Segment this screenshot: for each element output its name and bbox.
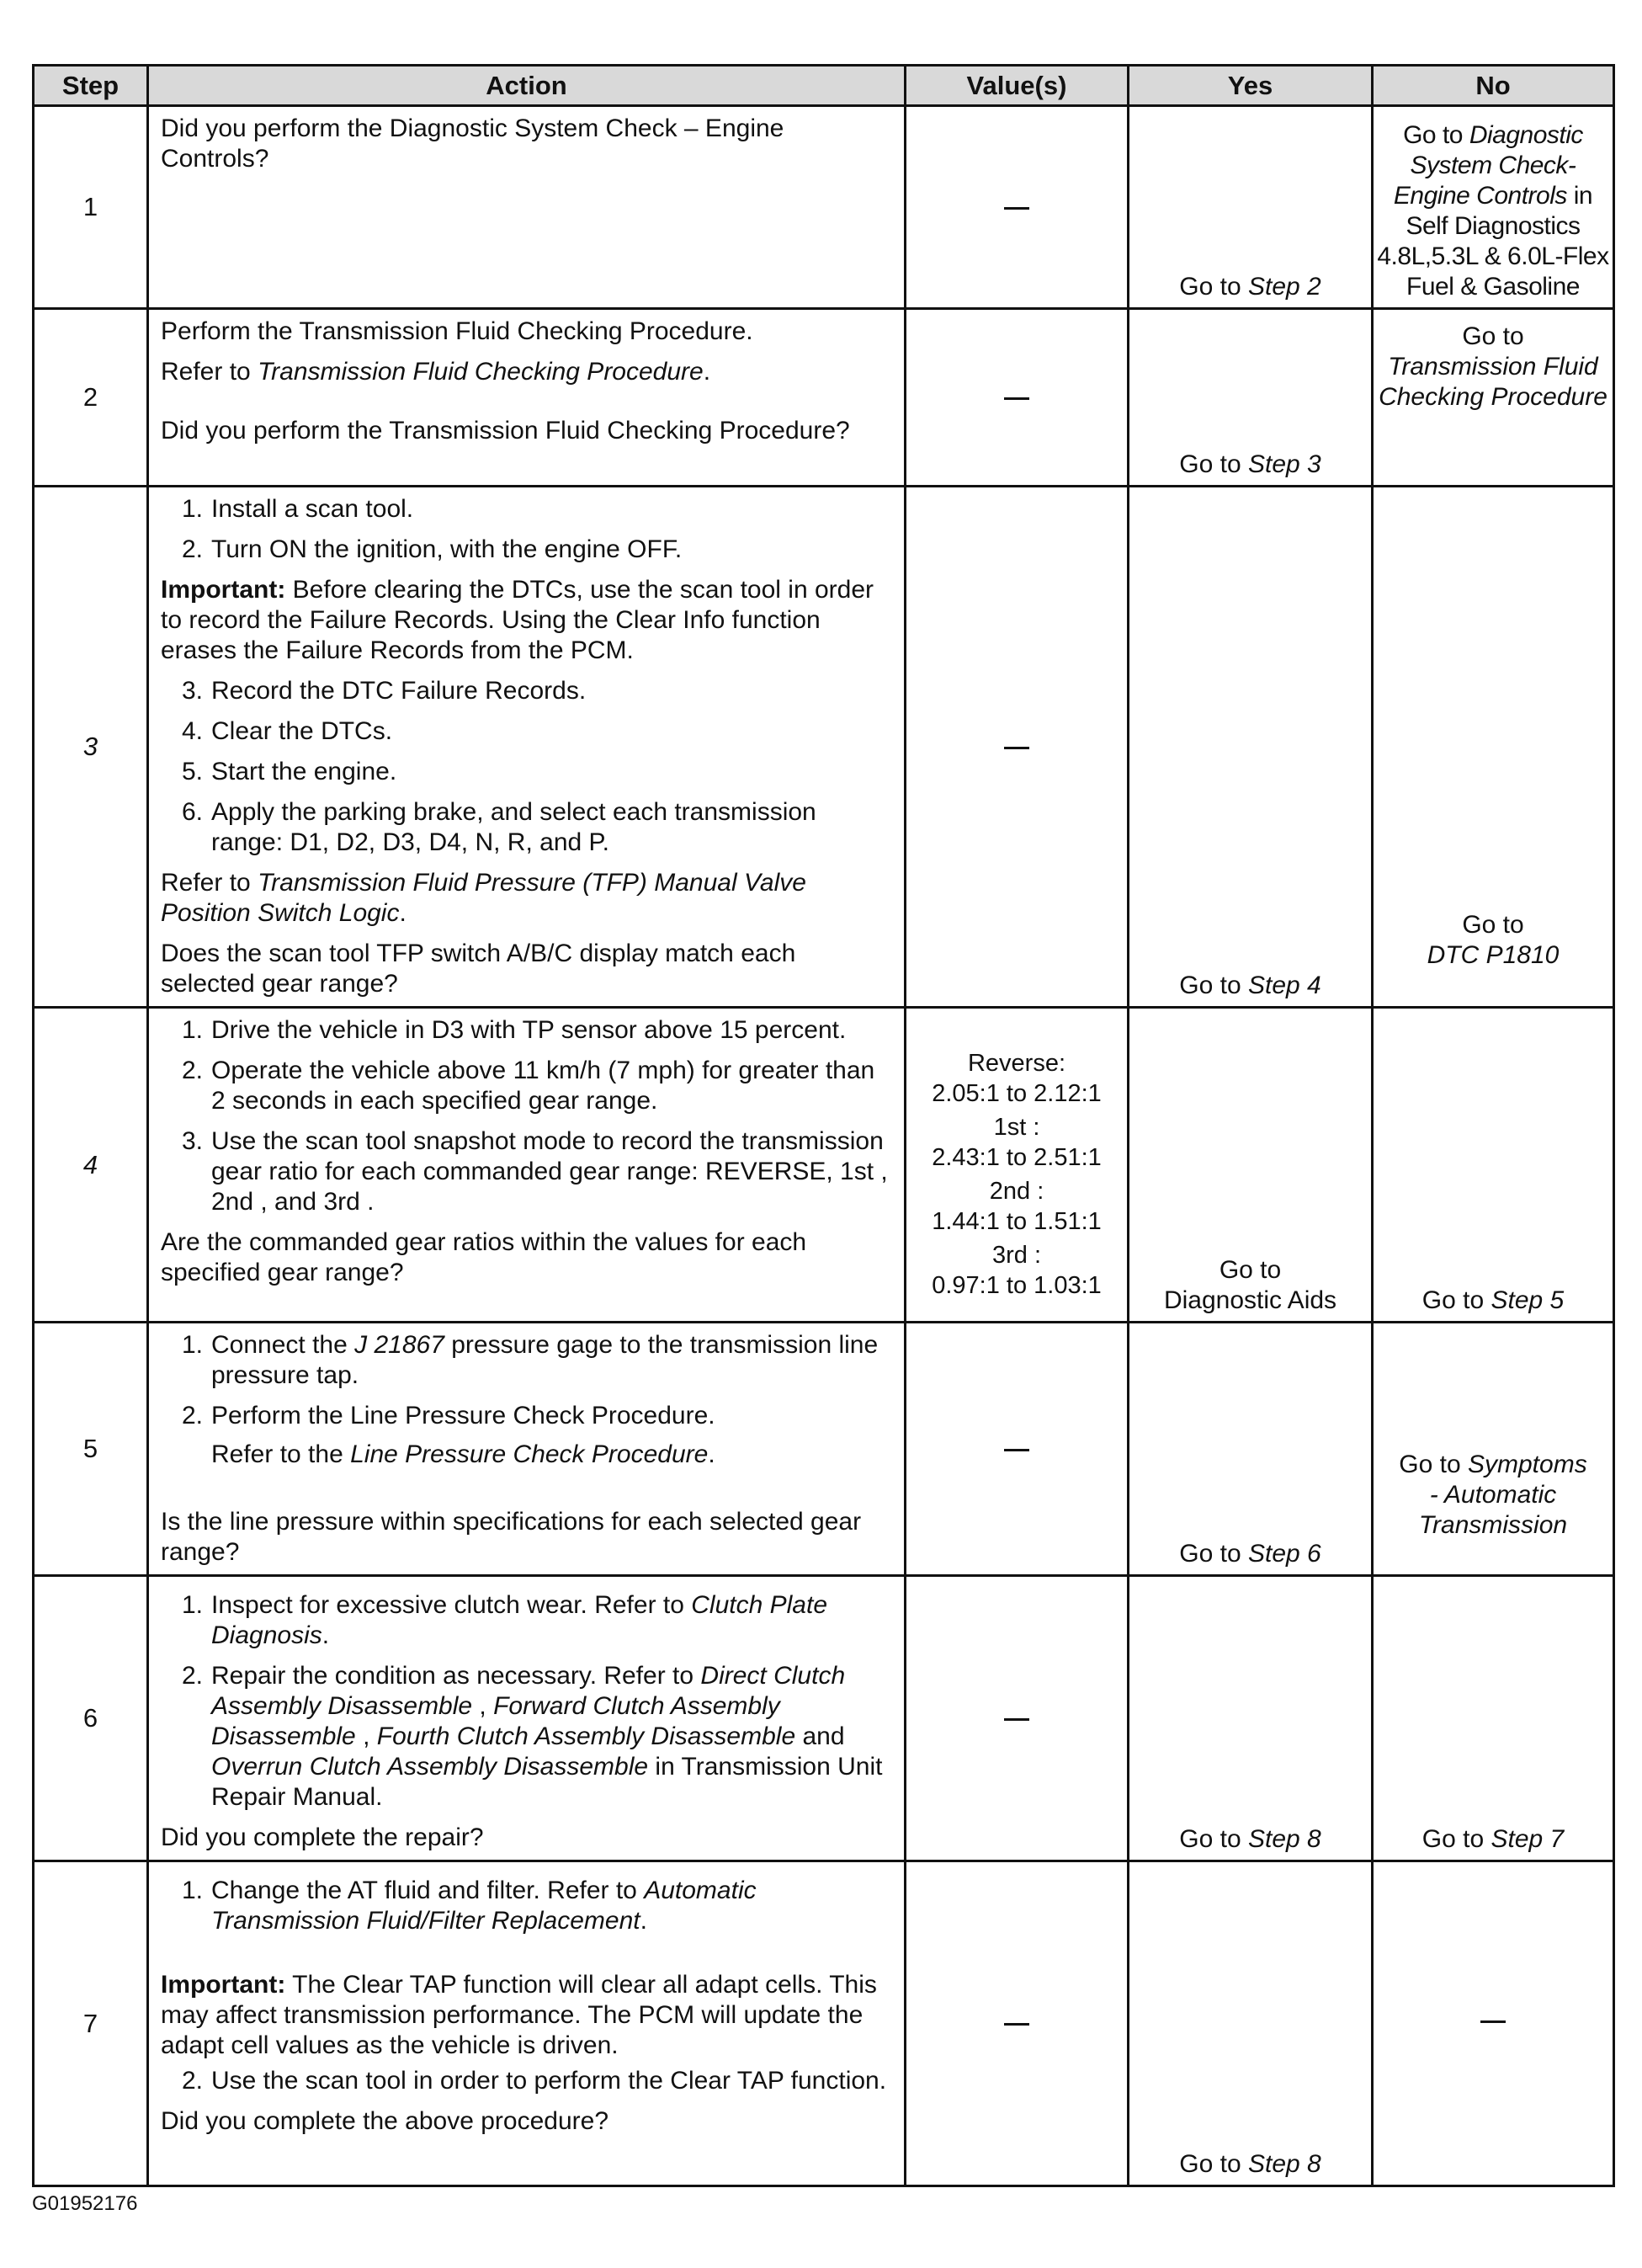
item-text: Install a scan tool. [211,495,414,523]
action-cell [148,1576,906,1861]
list-item [161,1661,892,1813]
refer-line [161,868,892,929]
list-item [161,2066,892,2096]
refer-prefix: Refer to [161,869,258,897]
item-number: 2. [181,1057,203,1084]
value-label: 3rd : [991,1242,1042,1269]
no-text-suffix: in Self Diagnostics 4.8L,5.3L & 6.0L-Flex Fuel & Gasoline [1377,182,1609,301]
important-label: Important: [161,1971,286,1999]
step-number: 6 [34,1576,148,1861]
table-row [34,1861,1614,2186]
dash [1004,1718,1029,1721]
yes-text: Go to [1219,1256,1282,1284]
refer-link[interactable]: Fourth Clutch Assembly Disassemble [376,1722,796,1750]
important-text: Before clearing the DTCs, use the scan tool in order to record the Failure Records. Using the Clear Info function erases the Failure Records from the PCM. [161,576,874,664]
yes-text: Go to [1179,273,1248,301]
no-link[interactable]: DTC P1810 [1427,941,1560,969]
values-cell [906,309,1129,487]
refer-link[interactable]: Forward Clutch Assembly Disassemble [211,1692,780,1750]
no-text: Go to [1462,911,1524,939]
figure-code: G01952176 [32,2192,138,2215]
item-text: Drive the vehicle in D3 with TP sensor above 15 percent. [211,1016,847,1044]
yes-cell [1129,309,1373,487]
dash [1004,2023,1029,2026]
table-row [34,1576,1614,1861]
refer-link[interactable]: Line Pressure Check Procedure [350,1440,709,1468]
list-item [161,1401,892,1470]
action-cell [148,1861,906,2186]
item-number: 2. [181,1662,203,1690]
table-row [34,1323,1614,1576]
question-text: Did you complete the repair? [161,1823,484,1851]
item-text: Record the DTC Failure Records. [211,677,587,705]
item-number: 5. [181,758,203,785]
list-item [161,797,892,858]
no-prefix: Go to [1399,1451,1468,1478]
list-item [161,1876,892,1936]
table-row [34,1008,1614,1323]
item-text [211,1876,892,1936]
important-note [161,1970,892,2061]
list-item [161,494,892,524]
values-cell [906,1008,1129,1323]
question-text: Did you complete the above procedure? [161,2107,609,2135]
step-number: 4 [34,1008,148,1323]
step-number: 5 [34,1323,148,1576]
value-label: 2nd : [989,1178,1044,1205]
action-cell [148,1323,906,1576]
refer-link[interactable]: Direct Clutch Assembly Disassemble [211,1662,846,1720]
refer-link[interactable]: Automatic Transmission Fluid/Filter Replacement [211,1877,757,1935]
item-number: 1. [181,495,203,523]
list-item [161,1015,892,1046]
item-text-part: Connect the [211,1331,355,1359]
list-item [161,535,892,565]
important-label: Important: [161,576,286,604]
refer-line [161,357,892,387]
item-text: Operate the vehicle above 11 km/h (7 mph) for greater than 2 seconds in each specified gear range. [211,1057,875,1115]
values-cell [906,487,1129,1008]
step-number: 3 [34,487,148,1008]
refer-prefix: Refer to [161,358,258,386]
table-row [34,106,1614,309]
yes-link[interactable]: Step 3 [1247,450,1321,478]
item-text-part: . [321,1621,330,1649]
no-cell [1373,1323,1614,1576]
item-number: 4. [181,717,203,745]
item-text-part: Inspect for excessive clutch wear. Refer to [211,1591,692,1619]
no-cell [1373,1008,1614,1323]
item-text-part: . [640,1907,647,1935]
question-text: Is the line pressure within specifications for each selected gear range? [161,1508,862,1566]
no-cell [1373,1576,1614,1861]
yes-link[interactable]: Step 8 [1247,1825,1321,1853]
refer-link[interactable]: Transmission Fluid Pressure (TFP) Manual Valve Position Switch Logic [161,869,806,927]
header-no: No [1373,66,1614,106]
no-text: Go to [1421,1286,1491,1314]
yes-link[interactable]: Step 8 [1247,2150,1321,2178]
dash [1004,747,1029,749]
value-label: 1st : [993,1114,1040,1141]
value-range: 2.05:1 to 2.12:1 [932,1080,1102,1107]
no-text: Go to [1421,1825,1491,1853]
step-number: 1 [34,106,148,309]
yes-link[interactable]: Step 6 [1247,1540,1321,1568]
refer-suffix: . [703,358,711,386]
refer-link[interactable]: Transmission Fluid Checking Procedure [258,358,704,386]
list-a [161,494,892,565]
refer-line [211,1440,892,1470]
yes-text: Go to [1179,972,1248,999]
dash [1004,207,1029,210]
action-cell [148,487,906,1008]
item-text: Clear the DTCs. [211,717,393,745]
list-item [161,1330,892,1391]
list-item [161,676,892,706]
no-link-cont[interactable]: - Automatic Transmission [1418,1481,1568,1539]
list-item [161,1126,892,1217]
yes-cell [1129,1323,1373,1576]
no-cell [1373,309,1614,487]
table-row [34,487,1614,1008]
no-link[interactable]: Diagnostic System Check-Engine Controls [1393,121,1583,210]
yes-link[interactable]: Diagnostic Aids [1163,1286,1337,1314]
item-text [211,1401,892,1470]
yes-cell [1129,487,1373,1008]
action-text: Did you perform the Diagnostic System Check – Engine Controls? [161,114,784,173]
value-range: 1.44:1 to 1.51:1 [932,1208,1102,1235]
header-row [34,66,1614,106]
refer-suffix: . [399,899,407,927]
question-text: Does the scan tool TFP switch A/B/C display match each selected gear range? [161,940,796,998]
item-number: 1. [181,1331,203,1359]
item-text-part: , [355,1722,377,1750]
item-number: 1. [181,1016,203,1044]
header-values: Value(s) [906,66,1129,106]
dash [1480,2020,1506,2023]
question-text: Are the commanded gear ratios within the values for each specified gear range? [161,1228,807,1286]
no-text [1374,1450,1613,1480]
item-text-part: and [795,1722,845,1750]
item-text: Use the scan tool snapshot mode to record the transmission gear ratio for each commanded gear range: REVERSE, 1st , 2nd , and 3rd . [211,1127,888,1216]
list [161,1015,892,1217]
no-cell [1373,1861,1614,2186]
item-text [211,1661,892,1813]
important-note [161,575,892,666]
important-text: The Clear TAP function will clear all adapt cells. This may affect transmission performance. The PCM will update the adapt cell values as the vehicle is driven. [161,1971,877,2059]
action-cell [148,309,906,487]
list-item [161,1590,892,1651]
refer-link[interactable]: Clutch Plate Diagnosis [211,1591,827,1649]
action-text: Perform the Transmission Fluid Checking Procedure. [161,317,753,345]
yes-cell [1129,106,1373,309]
value-range: 2.43:1 to 2.51:1 [932,1144,1102,1171]
diagnostic-table [32,64,1615,2187]
dash [1004,397,1029,400]
step-number: 2 [34,309,148,487]
refer-link[interactable]: Overrun Clutch Assembly Disassemble [211,1753,649,1781]
no-link[interactable]: Transmission Fluid Checking Procedure [1379,353,1607,411]
dash [1004,1449,1029,1451]
item-number: 2. [181,1402,203,1429]
item-number: 2. [181,2067,203,2095]
yes-link[interactable]: Step 4 [1247,972,1321,999]
no-cell [1373,106,1614,309]
no-text: Go to [1403,121,1469,149]
list-b [161,676,892,858]
item-text-part: Change the AT fluid and filter. Refer to [211,1877,645,1904]
step-number: 7 [34,1861,148,2186]
no-link[interactable]: Symptoms [1468,1451,1587,1478]
item-text-part: , [472,1692,494,1720]
yes-text: Go to [1179,1825,1248,1853]
item-text-part: in Transmission Unit Repair Manual. [211,1753,883,1811]
table-row [34,309,1614,487]
yes-cell [1129,1861,1373,2186]
yes-text: Go to [1179,1540,1248,1568]
yes-text: Go to [1179,2150,1248,2178]
no-text: Go to [1462,322,1524,350]
no-link[interactable]: Step 5 [1491,1286,1565,1314]
item-number: 6. [181,798,203,826]
item-text [211,1590,892,1651]
list-item [161,1056,892,1116]
item-text: Start the engine. [211,758,397,785]
yes-link[interactable]: Step 2 [1247,273,1321,301]
item-number: 3. [181,677,203,705]
action-cell [148,1008,906,1323]
yes-text: Go to [1179,450,1248,478]
action-cell [148,106,906,309]
refer-prefix: Refer to the [211,1440,351,1468]
item-number: 2. [181,535,203,563]
header-action: Action [148,66,906,106]
values-cell [906,106,1129,309]
item-text-part: Perform the Line Pressure Check Procedure. [211,1402,715,1429]
question-text: Did you perform the Transmission Fluid Checking Procedure? [161,417,850,445]
header-step: Step [34,66,148,106]
value-range: 0.97:1 to 1.03:1 [932,1272,1102,1299]
yes-cell [1129,1576,1373,1861]
header-yes: Yes [1129,66,1373,106]
item-number: 1. [181,1591,203,1619]
item-text [211,1330,892,1391]
no-link[interactable]: Step 7 [1491,1825,1565,1853]
item-text: Apply the parking brake, and select each transmission range: D1, D2, D3, D4, N, R, and P. [211,798,816,856]
values-cell [906,1861,1129,2186]
item-number: 1. [181,1877,203,1904]
list-item [161,716,892,747]
item-number: 3. [181,1127,203,1155]
yes-cell [1129,1008,1373,1323]
no-cell [1373,487,1614,1008]
refer-suffix: . [708,1440,715,1468]
values-cell [906,1576,1129,1861]
values-cell [906,1323,1129,1576]
list-item [161,757,892,787]
item-text-part: pressure gage to the transmission line pressure tap. [211,1331,879,1389]
item-text: Turn ON the ignition, with the engine OFF. [211,535,683,563]
item-text-part: Repair the condition as necessary. Refer to [211,1662,701,1690]
item-text: Use the scan tool in order to perform the Clear TAP function. [211,2067,887,2095]
tool-link[interactable]: J 21867 [354,1331,444,1359]
value-label: Reverse: [967,1050,1066,1077]
